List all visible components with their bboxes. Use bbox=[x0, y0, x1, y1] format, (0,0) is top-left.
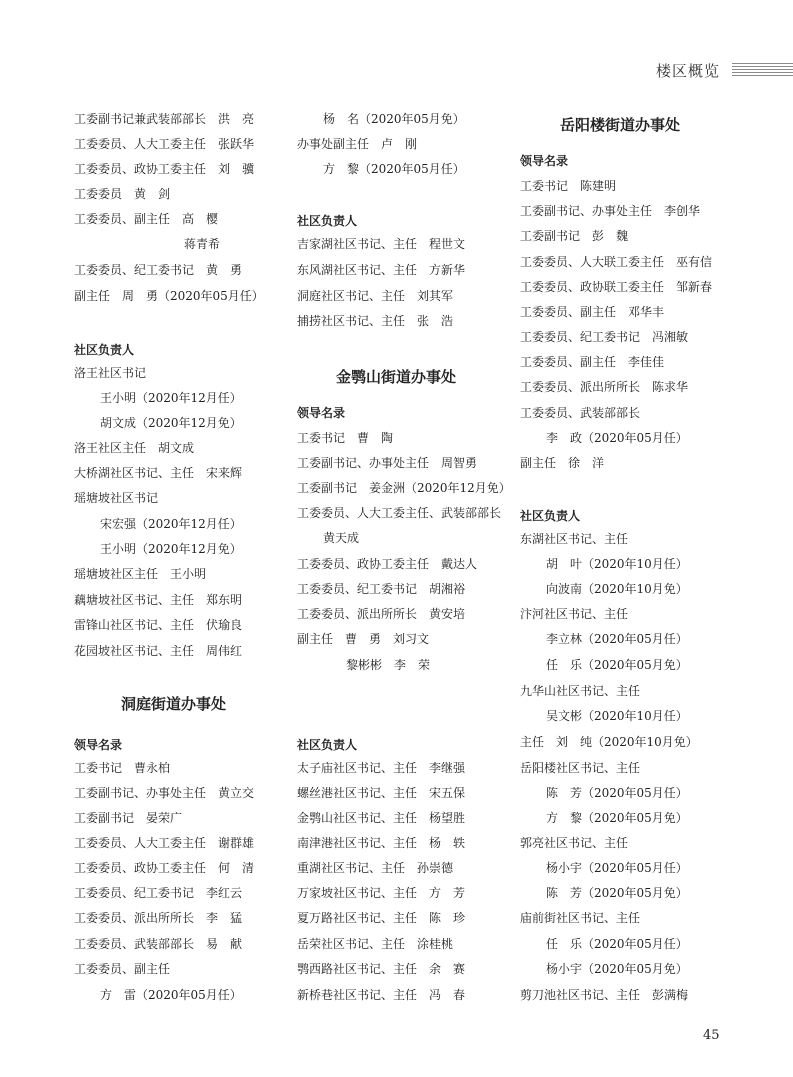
header-rule-decoration bbox=[732, 63, 793, 78]
entry-line: 东风湖社区书记、主任 方新华 bbox=[297, 263, 466, 277]
entry-line: 李 政（2020年05月任） bbox=[546, 431, 688, 445]
entry-line: 胡 叶（2020年10月任） bbox=[546, 557, 688, 571]
entry-line: 郭亮社区书记、主任 bbox=[520, 836, 629, 850]
entry-line: 工委委员、武装部部长 易 献 bbox=[74, 937, 243, 951]
entry-line: 重湖社区书记、主任 孙崇德 bbox=[297, 861, 454, 875]
entry-line: 工委委员、派出所所长 李 猛 bbox=[74, 911, 243, 925]
entry-line: 主任 刘 纯（2020年10月免） bbox=[520, 735, 698, 749]
entry-line: 王小明（2020年12月免） bbox=[100, 542, 242, 556]
entry-line: 南津港社区书记、主任 杨 轶 bbox=[297, 836, 466, 850]
entry-line: 九华山社区书记、主任 bbox=[520, 684, 641, 698]
entry-line: 瑶塘坡社区书记 bbox=[74, 491, 159, 505]
entry-line: 洛王社区书记 bbox=[74, 366, 147, 380]
entry-line: 洞庭社区书记、主任 刘其军 bbox=[297, 289, 454, 303]
entry-line: 工委委员、政协工委主任 戴达人 bbox=[297, 557, 478, 571]
entry-line: 新桥巷社区书记、主任 冯 春 bbox=[297, 988, 466, 1002]
entry-line: 方 黎（2020年05月任） bbox=[323, 162, 465, 176]
entry-line: 吴文彬（2020年10月任） bbox=[546, 709, 688, 723]
entry-line: 捕捞社区书记、主任 张 浩 bbox=[297, 314, 454, 328]
entry-line: 金鹗山社区书记、主任 杨望胜 bbox=[297, 811, 466, 825]
entry-line: 工委委员、派出所所长 陈求华 bbox=[520, 380, 689, 394]
entry-line: 岳阳楼社区书记、主任 bbox=[520, 761, 641, 775]
entry-line: 吉家湖社区书记、主任 程世文 bbox=[297, 237, 466, 251]
entry-line: 工委委员、人大工委主任 张跃华 bbox=[74, 137, 255, 151]
subsection-heading: 领导名录 bbox=[74, 738, 123, 752]
entry-line: 工委委员、人大工委主任 谢群雄 bbox=[74, 836, 255, 850]
subsection-heading: 社区负责人 bbox=[297, 738, 358, 752]
entry-line: 工委委员、派出所所长 黄安培 bbox=[297, 607, 466, 621]
entry-line: 瑶塘坡社区主任 王小明 bbox=[74, 567, 207, 581]
entry-line: 陈 芳（2020年05月任） bbox=[546, 786, 688, 800]
entry-line: 工委委员、副主任 邓华丰 bbox=[520, 305, 665, 319]
entry-line: 工委委员、纪工委书记 冯湘敏 bbox=[520, 330, 689, 344]
entry-line: 工委书记 曹永柏 bbox=[74, 761, 171, 775]
entry-line: 任 乐（2020年05月任） bbox=[546, 937, 688, 951]
entry-line: 工委副书记 姜金洲（2020年12月免） bbox=[297, 481, 511, 495]
entry-line: 工委委员、政协联工委主任 邹新春 bbox=[520, 280, 713, 294]
entry-line: 方 黎（2020年05月免） bbox=[546, 811, 688, 825]
entry-line: 万家坡社区书记、主任 方 芳 bbox=[297, 886, 466, 900]
subsection-heading: 领导名录 bbox=[297, 406, 346, 420]
entry-line: 副主任 周 勇（2020年05月任） bbox=[74, 289, 264, 303]
entry-line: 工委副书记兼武装部部长 洪 亮 bbox=[74, 112, 255, 126]
entry-line: 工委副书记、办事处主任 李创华 bbox=[520, 204, 701, 218]
entry-line: 杨小宇（2020年05月免） bbox=[546, 962, 688, 976]
entry-line: 工委委员、副主任 高 樱 bbox=[74, 212, 219, 226]
section-title: 岳阳楼街道办事处 bbox=[560, 116, 681, 134]
entry-line: 向波南（2020年10月免） bbox=[546, 582, 688, 596]
entry-line: 东湖社区书记、主任 bbox=[520, 532, 629, 546]
entry-line: 工委委员、武装部部长 bbox=[520, 406, 641, 420]
entry-line: 办事处副主任 卢 刚 bbox=[297, 137, 418, 151]
entry-line: 剪刀池社区书记、主任 彭满梅 bbox=[520, 988, 689, 1002]
entry-line: 洛王社区主任 胡文成 bbox=[74, 441, 195, 455]
entry-line: 庙前街社区书记、主任 bbox=[520, 911, 641, 925]
entry-line: 花园坡社区书记、主任 周伟红 bbox=[74, 644, 243, 658]
entry-line: 藕塘坡社区书记、主任 郑东明 bbox=[74, 593, 243, 607]
entry-line: 鹗西路社区书记、主任 余 赛 bbox=[297, 962, 466, 976]
entry-line: 黄天成 bbox=[323, 531, 360, 545]
page-header bbox=[0, 0, 793, 100]
entry-line: 陈 芳（2020年05月免） bbox=[546, 886, 688, 900]
entry-line: 副主任 曹 勇 刘习文 bbox=[297, 632, 430, 646]
entry-line: 工委书记 曹 陶 bbox=[297, 431, 394, 445]
entry-line: 工委书记 陈建明 bbox=[520, 179, 617, 193]
entry-line: 太子庙社区书记、主任 李继强 bbox=[297, 761, 466, 775]
entry-line: 工委委员、副主任 李佳佳 bbox=[520, 355, 665, 369]
subsection-heading: 社区负责人 bbox=[74, 343, 135, 357]
entry-line: 螺丝港社区书记、主任 宋五保 bbox=[297, 786, 466, 800]
entry-line: 工委副书记 晏荣广 bbox=[74, 811, 183, 825]
entry-line: 方 雷（2020年05月任） bbox=[100, 988, 242, 1002]
entry-line: 胡文成（2020年12月免） bbox=[100, 416, 242, 430]
entry-line: 工委委员、人大工委主任、武装部部长 bbox=[297, 506, 502, 520]
entry-line: 工委副书记、办事处主任 周智勇 bbox=[297, 456, 478, 470]
entry-line: 岳荣社区书记、主任 涂桂桃 bbox=[297, 937, 454, 951]
subsection-heading: 领导名录 bbox=[520, 154, 569, 168]
entry-line: 李立林（2020年05月任） bbox=[546, 632, 688, 646]
subsection-heading: 社区负责人 bbox=[520, 509, 581, 523]
entry-line: 蒋青希 bbox=[184, 237, 221, 251]
entry-line: 宋宏强（2020年12月任） bbox=[100, 517, 242, 531]
section-title: 金鹗山街道办事处 bbox=[336, 368, 457, 386]
entry-line: 黎彬彬 李 荣 bbox=[346, 658, 431, 672]
entry-line: 工委副书记 彭 魏 bbox=[520, 229, 629, 243]
entry-line: 工委委员 黄 剑 bbox=[74, 187, 171, 201]
entry-line: 杨 名（2020年05月免） bbox=[323, 112, 465, 126]
entry-line: 雷锋山社区书记、主任 伏瑜良 bbox=[74, 618, 243, 632]
entry-line: 工委委员、纪工委书记 黄 勇 bbox=[74, 263, 243, 277]
entry-line: 工委委员、纪工委书记 李红云 bbox=[74, 886, 243, 900]
entry-line: 任 乐（2020年05月免） bbox=[546, 658, 688, 672]
entry-line: 工委副书记、办事处主任 黄立交 bbox=[74, 786, 255, 800]
section-title: 洞庭街道办事处 bbox=[121, 695, 227, 713]
entry-line: 工委委员、人大联工委主任 巫有信 bbox=[520, 255, 713, 269]
page-number: 45 bbox=[703, 1028, 720, 1043]
entry-line: 工委委员、纪工委书记 胡湘裕 bbox=[297, 582, 466, 596]
entry-line: 杨小宇（2020年05月任） bbox=[546, 861, 688, 875]
entry-line: 夏万路社区书记、主任 陈 珍 bbox=[297, 911, 466, 925]
entry-line: 汴河社区书记、主任 bbox=[520, 607, 629, 621]
entry-line: 王小明（2020年12月任） bbox=[100, 391, 242, 405]
entry-line: 工委委员、副主任 bbox=[74, 962, 171, 976]
entry-line: 大桥湖社区书记、主任 宋来辉 bbox=[74, 466, 243, 480]
entry-line: 工委委员、政协工委主任 刘 骥 bbox=[74, 162, 255, 176]
entry-line: 工委委员、政协工委主任 何 清 bbox=[74, 861, 255, 875]
entry-line: 副主任 徐 洋 bbox=[520, 456, 605, 470]
running-header-title: 楼区概览 bbox=[656, 62, 721, 80]
subsection-heading: 社区负责人 bbox=[297, 214, 358, 228]
